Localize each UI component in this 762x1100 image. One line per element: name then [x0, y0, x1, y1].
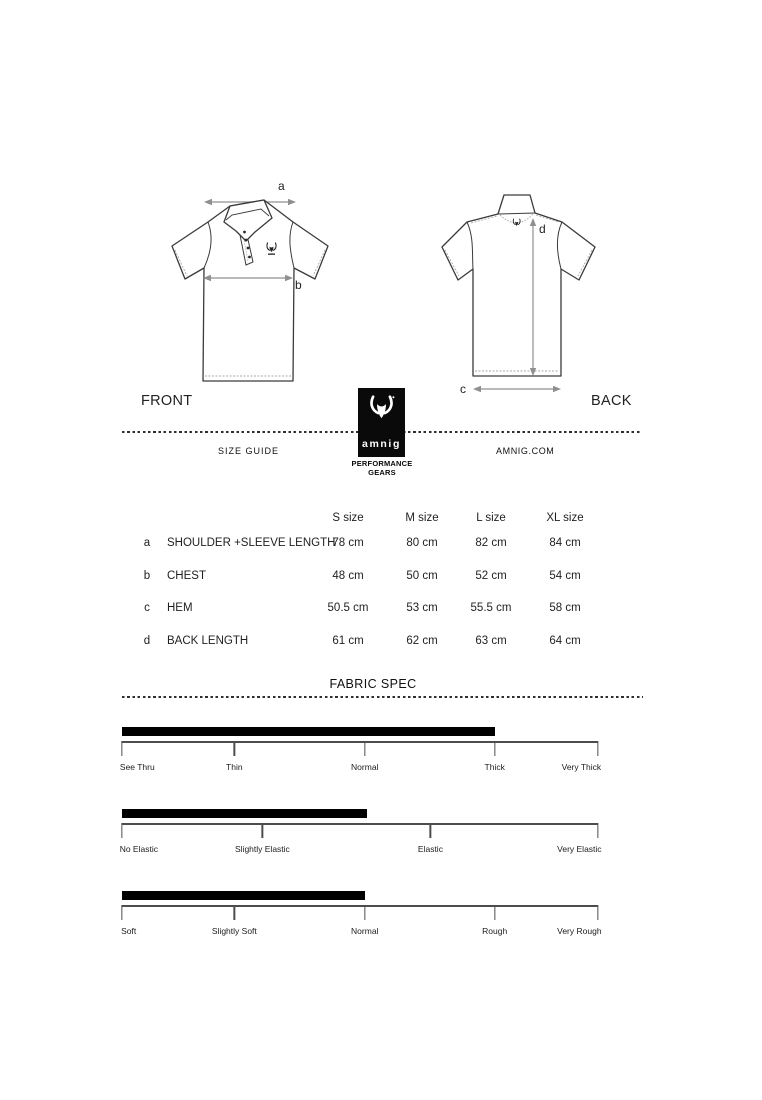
size-guide-label: SIZE GUIDE [218, 446, 280, 456]
measure-value: 62 cm [406, 634, 438, 647]
measure-name: SHOULDER +SLEEVE LENGTH [167, 537, 336, 549]
back-view-label: BACK [591, 393, 632, 409]
scale-tick-label: Elastic [417, 844, 443, 854]
scale-tick-label: Rough [482, 926, 508, 936]
scale-tick [364, 905, 365, 920]
front-view-label: FRONT [141, 393, 193, 409]
scale-tick-label: Normal [351, 762, 379, 772]
brand-tagline [332, 460, 432, 477]
scale-tick [597, 823, 598, 838]
measure-value: 64 cm [549, 634, 581, 647]
scale-fill-bar [122, 891, 365, 900]
scale-tick [597, 741, 598, 756]
scale-fill-bar [122, 809, 367, 818]
scale-tick-label: Normal [351, 926, 379, 936]
scale-tick [234, 741, 235, 756]
measure-value: 61 cm [332, 634, 364, 647]
scale-tick [121, 905, 122, 920]
scale-tick [430, 823, 431, 838]
measure-key: d [143, 634, 151, 647]
scale-tick-label: Slightly Soft [211, 926, 257, 936]
scale-tick [364, 741, 365, 756]
brand-website: AMNIG.COM [496, 446, 555, 456]
size-column-header: M size [405, 512, 439, 524]
measure-label-b: b [295, 278, 302, 292]
scale-tick-label: Very Elastic [557, 844, 602, 854]
size-table [0, 505, 762, 665]
measure-key: c [144, 602, 150, 614]
measure-label-c: c [460, 382, 466, 396]
scale-ruler [122, 741, 598, 743]
measure-value: 78 cm [332, 537, 364, 549]
size-column-header: L size [476, 512, 506, 524]
brand-logo-icon [368, 395, 395, 421]
scale-tick-label: Very Thick [561, 762, 602, 772]
scale-tick [597, 905, 598, 920]
measure-value: 48 cm [332, 569, 364, 582]
scale-tick [494, 905, 495, 920]
scale-tick-label: Thick [484, 762, 505, 772]
scale-tick-label: See Thru [119, 762, 155, 772]
measure-value: 58 cm [549, 602, 581, 614]
size-column-header: XL size [546, 512, 584, 524]
brand-logo-box [358, 388, 405, 457]
brand-logo-wordmark: amnig [362, 438, 401, 450]
measure-name: HEM [167, 602, 193, 614]
brand-tagline-line2: GEARS [368, 467, 396, 477]
measure-value: 53 cm [406, 602, 438, 614]
measure-label-d: d [539, 222, 546, 236]
back-shirt-diagram [425, 173, 615, 398]
measure-name: BACK LENGTH [167, 634, 249, 647]
measure-value: 50 cm [406, 569, 438, 582]
measure-value: 82 cm [475, 537, 507, 549]
back-shirt-body [442, 195, 595, 376]
measure-label-a: a [278, 179, 285, 193]
scale-tick [494, 741, 495, 756]
fabric-scale-texture [121, 891, 602, 943]
measure-value: 84 cm [549, 537, 581, 549]
scale-ruler [122, 905, 598, 907]
measure-value: 55.5 cm [470, 602, 512, 614]
fabric-spec-title: FABRIC SPEC [329, 677, 417, 691]
scale-tick-label: Slightly Elastic [235, 844, 290, 854]
brand-tagline-line1: PERFORMANCE [351, 459, 413, 468]
measure-value: 52 cm [475, 569, 507, 582]
scale-tick [121, 741, 122, 756]
scale-fill-bar [122, 727, 495, 736]
measure-value: 54 cm [549, 569, 581, 582]
divider-dashed [122, 696, 643, 698]
scale-tick [234, 905, 235, 920]
scale-tick [262, 823, 263, 838]
measure-name: CHEST [167, 569, 206, 582]
measure-arrow-c [473, 386, 561, 392]
scale-tick-label: Very Rough [557, 926, 602, 936]
measure-value: 63 cm [475, 634, 507, 647]
size-column-header: S size [332, 512, 364, 524]
measure-key: b [143, 569, 151, 582]
front-shirt-diagram [160, 175, 340, 390]
scale-tick-label: No Elastic [119, 844, 158, 854]
measure-key: a [143, 537, 151, 549]
scale-tick-label: Soft [121, 926, 137, 936]
scale-ruler [122, 823, 598, 825]
measure-value: 80 cm [406, 537, 438, 549]
fabric-scale-thickness [119, 727, 602, 779]
scale-tick-label: Thin [226, 762, 243, 772]
scale-tick [121, 823, 122, 838]
fabric-scale-elasticity [119, 809, 602, 861]
measure-value: 50.5 cm [327, 602, 369, 614]
